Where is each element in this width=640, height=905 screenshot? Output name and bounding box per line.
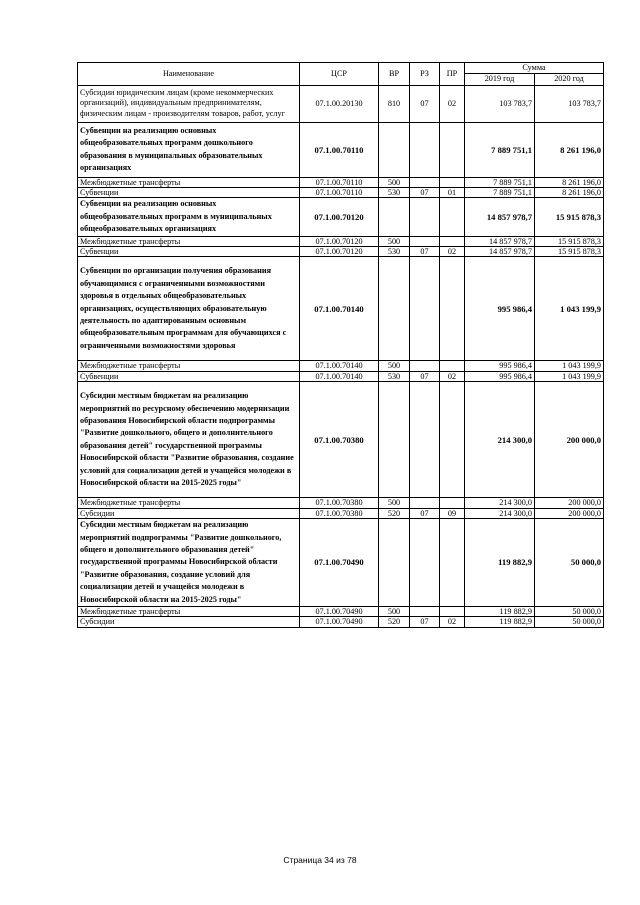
cell-pr: 02: [440, 85, 465, 122]
col-header-csr: ЦСР: [300, 63, 379, 86]
cell-vr: 500: [379, 607, 410, 617]
table-row: [78, 236, 604, 246]
cell-sum-2020: 50 000,0: [535, 519, 604, 607]
table-row: [78, 382, 604, 498]
cell-sum-2020: 200 000,0: [535, 498, 604, 508]
table-row: [78, 607, 604, 617]
cell-rz: [410, 498, 440, 508]
cell-pr: 01: [440, 188, 465, 198]
table-row: [78, 85, 604, 122]
cell-rz: [410, 257, 440, 361]
cell-sum-2019: 214 300,0: [465, 498, 535, 508]
cell-sum-2020: 8 261 196,0: [535, 177, 604, 187]
cell-csr: 07.1.00.70380: [300, 508, 379, 518]
table-row: [78, 371, 604, 381]
cell-pr: [440, 177, 465, 187]
cell-name: Межбюджетные трансферты: [78, 236, 300, 246]
cell-vr: [379, 198, 410, 236]
col-header-sum: Сумма: [465, 63, 604, 74]
cell-name: Субвенции: [78, 371, 300, 381]
cell-pr: 02: [440, 371, 465, 381]
cell-name: Межбюджетные трансферты: [78, 177, 300, 187]
cell-sum-2019: 119 882,9: [465, 519, 535, 607]
table-row: [78, 122, 604, 177]
cell-csr: 07.1.00.70110: [300, 188, 379, 198]
cell-pr: [440, 361, 465, 371]
table-body: [78, 85, 604, 627]
cell-csr: 07.1.00.70490: [300, 617, 379, 627]
cell-sum-2019: 14 857 978,7: [465, 198, 535, 236]
cell-pr: [440, 519, 465, 607]
cell-vr: 520: [379, 508, 410, 518]
cell-pr: 02: [440, 247, 465, 257]
cell-name: Субвенции по организации получения образования обучающимися с ограниченными возможностями здоровья в отдельных общеобразовательных организациях, осуществляющих образовательную деятельность по адаптированным основным общеобразовательным программам для обучающихся с ограниченными возможностями здоровья: [78, 257, 300, 361]
cell-sum-2020: 1 043 199,9: [535, 361, 604, 371]
cell-sum-2019: 995 986,4: [465, 371, 535, 381]
cell-vr: 530: [379, 188, 410, 198]
cell-csr: 07.1.00.70490: [300, 519, 379, 607]
table-row: [78, 498, 604, 508]
cell-csr: 07.1.00.70140: [300, 257, 379, 361]
cell-rz: [410, 361, 440, 371]
cell-sum-2020: 200 000,0: [535, 382, 604, 498]
cell-pr: [440, 236, 465, 246]
cell-csr: 07.1.00.70140: [300, 371, 379, 381]
cell-rz: [410, 236, 440, 246]
cell-name: Субсидии юридическим лицам (кроме некоммерческих организаций), индивидуальным предпринимателям, физическим лицам - производителям товаров, работ, услуг: [78, 85, 300, 122]
cell-csr: 07.1.00.70120: [300, 236, 379, 246]
cell-pr: 02: [440, 617, 465, 627]
cell-name: Субсидии местным бюджетам на реализацию мероприятий подпрограммы "Развитие дошкольного, общего и дополнительного образования детей" государственной программы Новосибирской области "Развитие образования, создание условий для социализации детей и учащейся молодежи в Новосибирской области на 2015-2025 годы": [78, 519, 300, 607]
cell-vr: 500: [379, 361, 410, 371]
cell-vr: 500: [379, 177, 410, 187]
cell-csr: 07.1.00.70380: [300, 498, 379, 508]
cell-sum-2019: 103 783,7: [465, 85, 535, 122]
cell-vr: 500: [379, 236, 410, 246]
cell-sum-2019: 214 300,0: [465, 382, 535, 498]
cell-name: Субвенции: [78, 247, 300, 257]
cell-rz: [410, 122, 440, 177]
cell-vr: [379, 257, 410, 361]
cell-name: Субсидии: [78, 508, 300, 518]
table-row: [78, 198, 604, 236]
cell-rz: 07: [410, 247, 440, 257]
cell-csr: 07.1.00.70140: [300, 361, 379, 371]
cell-csr: 07.1.00.70120: [300, 247, 379, 257]
table-row: [78, 508, 604, 518]
col-header-pr: ПР: [440, 63, 465, 86]
cell-sum-2020: 200 000,0: [535, 508, 604, 518]
cell-sum-2019: 214 300,0: [465, 508, 535, 518]
cell-pr: [440, 498, 465, 508]
cell-vr: 530: [379, 371, 410, 381]
cell-name: Субвенции на реализацию основных общеобразовательных программ в муниципальных общеобразовательных организациях: [78, 198, 300, 236]
cell-sum-2019: 995 986,4: [465, 257, 535, 361]
cell-pr: [440, 382, 465, 498]
table-row: [78, 257, 604, 361]
cell-name: Субсидии: [78, 617, 300, 627]
cell-vr: 810: [379, 85, 410, 122]
table-row: [78, 519, 604, 607]
cell-sum-2020: 15 915 878,3: [535, 247, 604, 257]
table-row: [78, 361, 604, 371]
table-row: [78, 177, 604, 187]
cell-vr: 520: [379, 617, 410, 627]
cell-pr: 09: [440, 508, 465, 518]
cell-rz: 07: [410, 85, 440, 122]
cell-name: Межбюджетные трансферты: [78, 498, 300, 508]
cell-rz: [410, 177, 440, 187]
cell-sum-2020: 50 000,0: [535, 617, 604, 627]
cell-sum-2020: 15 915 878,3: [535, 236, 604, 246]
cell-sum-2020: 8 261 196,0: [535, 122, 604, 177]
cell-vr: 500: [379, 498, 410, 508]
cell-sum-2020: 50 000,0: [535, 607, 604, 617]
cell-sum-2019: 7 889 751,1: [465, 177, 535, 187]
cell-pr: [440, 257, 465, 361]
cell-csr: 07.1.00.70490: [300, 607, 379, 617]
cell-rz: 07: [410, 617, 440, 627]
cell-sum-2020: 1 043 199,9: [535, 371, 604, 381]
cell-sum-2020: 103 783,7: [535, 85, 604, 122]
cell-sum-2019: 7 889 751,1: [465, 122, 535, 177]
cell-csr: 07.1.00.70110: [300, 177, 379, 187]
col-header-name: Наименование: [78, 63, 300, 86]
cell-pr: [440, 198, 465, 236]
table-row: [78, 247, 604, 257]
col-header-rz: РЗ: [410, 63, 440, 86]
cell-rz: [410, 382, 440, 498]
budget-table: [77, 62, 604, 628]
cell-csr: 07.1.00.20130: [300, 85, 379, 122]
cell-vr: 530: [379, 247, 410, 257]
cell-csr: 07.1.00.70120: [300, 198, 379, 236]
cell-vr: [379, 519, 410, 607]
cell-sum-2019: 995 986,4: [465, 361, 535, 371]
cell-sum-2019: 7 889 751,1: [465, 188, 535, 198]
cell-rz: 07: [410, 508, 440, 518]
cell-sum-2020: 8 261 196,0: [535, 188, 604, 198]
cell-sum-2019: 14 857 978,7: [465, 236, 535, 246]
cell-name: Субвенции: [78, 188, 300, 198]
cell-rz: 07: [410, 188, 440, 198]
cell-csr: 07.1.00.70380: [300, 382, 379, 498]
cell-sum-2019: 14 857 978,7: [465, 247, 535, 257]
table-row: [78, 188, 604, 198]
cell-name: Субвенции на реализацию основных общеобразовательных программ дошкольного образования в муниципальных образовательных организациях: [78, 122, 300, 177]
col-header-vr: ВР: [379, 63, 410, 86]
cell-rz: [410, 607, 440, 617]
cell-rz: [410, 519, 440, 607]
cell-vr: [379, 122, 410, 177]
cell-sum-2019: 119 882,9: [465, 607, 535, 617]
cell-sum-2020: 15 915 878,3: [535, 198, 604, 236]
page-footer: Страница 34 из 78: [283, 855, 357, 865]
cell-name: Межбюджетные трансферты: [78, 361, 300, 371]
cell-name: Субсидии местным бюджетам на реализацию мероприятий по ресурсному обеспечению модернизации образования Новосибирской области подпрограммы "Развитие дошкольного, общего и дополнительного образования детей" государственной программы Новосибирской области "Развитие образования, создание условий для социализации детей и учащейся молодежи в Новосибирской области на 2015-2025 годы": [78, 382, 300, 498]
table-row: [78, 617, 604, 627]
cell-rz: 07: [410, 371, 440, 381]
cell-sum-2020: 1 043 199,9: [535, 257, 604, 361]
col-header-2019: 2019 год: [465, 74, 535, 85]
cell-csr: 07.1.00.70110: [300, 122, 379, 177]
cell-vr: [379, 382, 410, 498]
col-header-2020: 2020 год: [535, 74, 604, 85]
cell-name: Межбюджетные трансферты: [78, 607, 300, 617]
cell-sum-2019: 119 882,9: [465, 617, 535, 627]
cell-pr: [440, 122, 465, 177]
cell-rz: [410, 198, 440, 236]
cell-pr: [440, 607, 465, 617]
